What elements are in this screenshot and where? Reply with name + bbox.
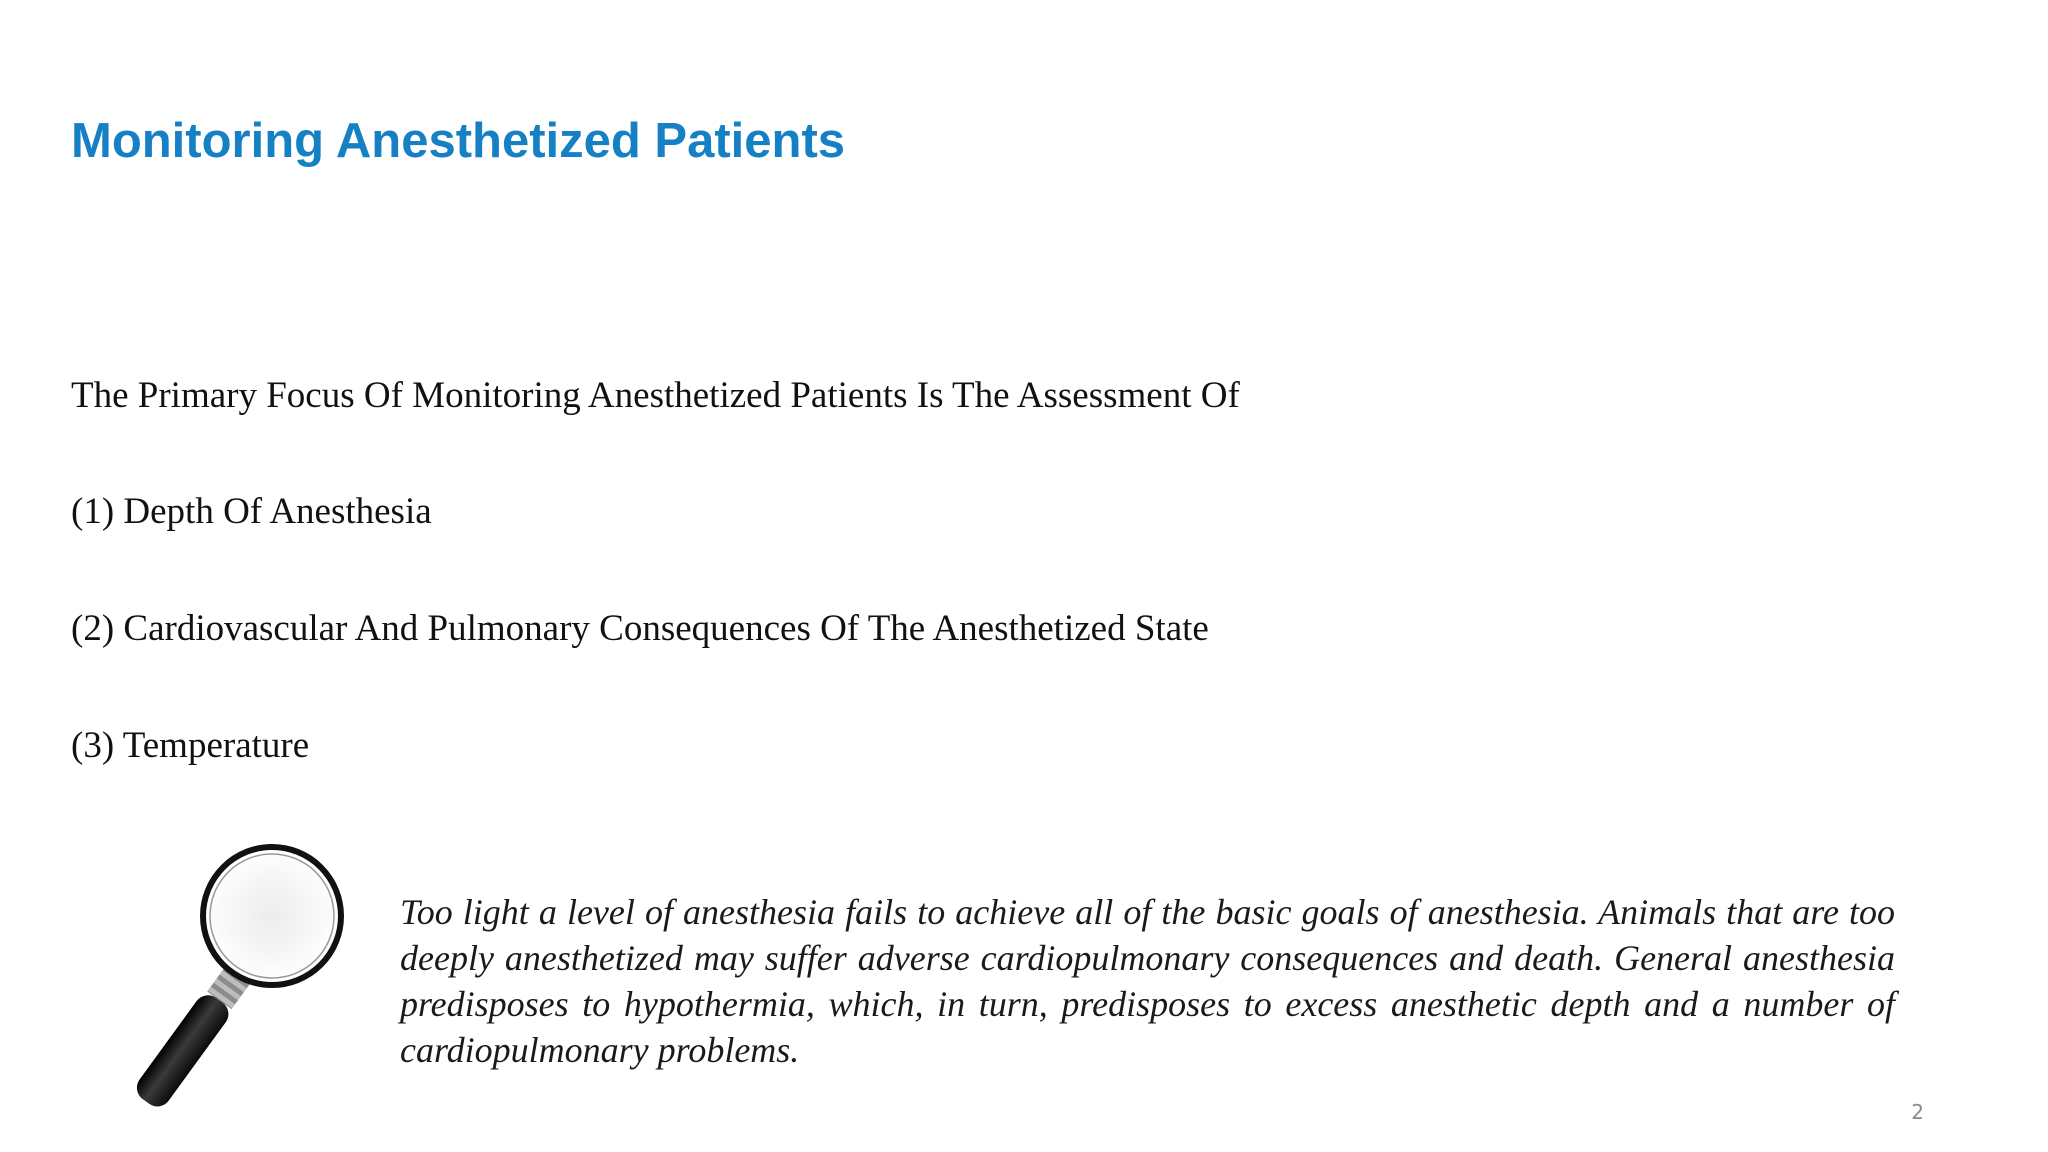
- slide-title: Monitoring Anesthetized Patients: [71, 114, 846, 168]
- list-item-cardiopulmonary: (2) Cardiovascular And Pulmonary Consequences Of The Anesthetized State: [71, 608, 1209, 649]
- page-number: 2: [1911, 1100, 1924, 1124]
- note-paragraph: Too light a level of anesthesia fails to achieve all of the basic goals of anesthesia. Animals that are too deeply anesthetized may suffer adverse cardiopulmonary consequences and death. General anesthesia predisposes to hypothermia, which, in turn, predisposes to excess anesthetic depth and a number of cardiopulmonary problems.: [400, 892, 1895, 1070]
- list-item-temperature: (3) Temperature: [71, 725, 310, 766]
- magnifying-glass-icon: [112, 842, 362, 1122]
- intro-text: The Primary Focus Of Monitoring Anesthetized Patients Is The Assessment Of: [71, 375, 1240, 416]
- list-item-depth: (1) Depth Of Anesthesia: [71, 491, 432, 532]
